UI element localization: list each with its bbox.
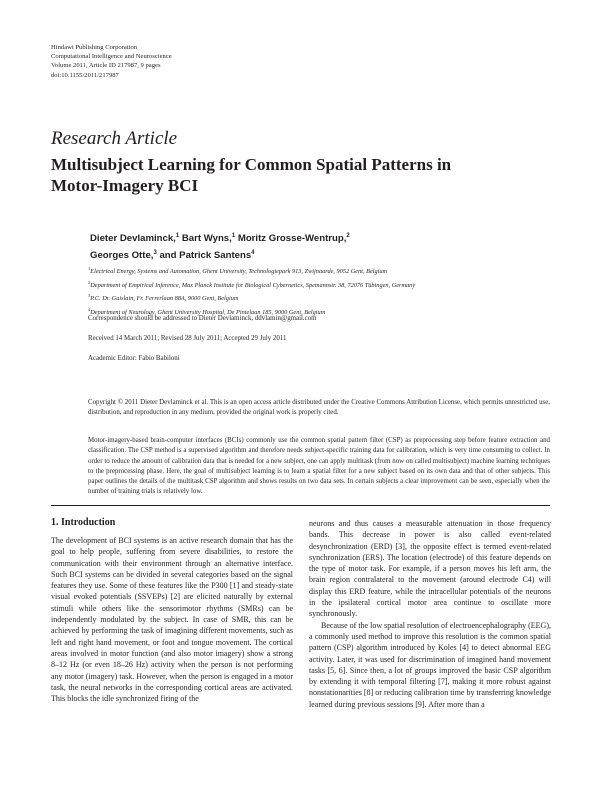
dates-line: Received 14 March 2011; Revised 28 July 2011; Accepted 29 July 2011 — [88, 335, 287, 342]
abstract: Motor-imagery-based brain-computer interfaces (BCIs) commonly use the common spatial pattern filter (CSP) as preprocessing step before feature extraction and classification. The CSP method is a supervised algorithm and therefore needs subject-specific training data for calibration, which is very time consuming to collect. In order to reduce the amount of calibration data that is needed for a new subject, one can apply multitask (from now on called multisubject) machine learning techniques to the preprocessing phase. Here, the goal of multisubject learning is to learn a spatial filter for a new subject based on its own data and that of other subjects. This paper outlines the details of the multitask CSP algorithm and shows results on two data sets. In certain subjects a clear improvement can be seen, especially when the number of training trials is relatively low. — [88, 437, 550, 496]
doi-link[interactable]: doi:10.1155/2011/217987 — [51, 71, 119, 79]
affiliation-item: $^3$P.C. Dr. Guislain, Fr. Ferrerlaan 88A, 9000 Gent, Belgium — [88, 293, 239, 303]
section-heading-introduction: 1. Introduction — [51, 517, 116, 528]
body-paragraph: Because of the low spatial resolution of electroencephalography (EEG), a commonly used method to improve this resolution is the common spatial pattern (CSP) algorithm introduced by Koles [4] to detect abnormal EEG activity. Later, it was used for discrimination of imagined hand movement tasks [5, 6]. Since then, a lot of groups improved the basic CSP algorithm by extending it with temporal filtering [7], making it more robust against nonstationarities [8] or reducing calibration time by transferring knowledge learned during previous sessions [9]. After more than a — [309, 620, 551, 709]
volume-info: Volume 2011, Article ID 217987, 9 pages — [51, 62, 161, 70]
paper-title — [51, 154, 551, 196]
body-column-right — [309, 518, 551, 710]
author-line-1 — [90, 229, 550, 246]
affiliation-ref: 1 — [231, 233, 236, 239]
title-line-2: Motor-Imagery BCI — [51, 176, 199, 195]
editor-line: Academic Editor: Fabio Babiloni — [88, 355, 180, 362]
author-name: Dieter Devlaminck, — [90, 233, 176, 245]
affiliation-ref: 1 — [175, 233, 180, 239]
affiliation-list — [88, 264, 558, 319]
publisher-name: Hindawi Publishing Corporation — [51, 44, 138, 51]
affiliation-item: $^1$Electrical Energy, Systems and Automation, Ghent University, Technologiepark 913, Zwijnaarde, 9052 Gent, Belgium — [88, 266, 388, 276]
copyright-notice: Copyright © 2011 Dieter Devlaminck et al. This is an open access article distributed under the Creative Commons Attribution License, which permits unrestricted use, distribution, and reproduction in any medium, provided the original work is properly cited. — [88, 399, 550, 417]
journal-name: Computational Intelligence and Neuroscience — [51, 53, 172, 61]
author-line-2 — [90, 246, 550, 263]
author-name: Georges Otte, — [90, 250, 154, 262]
body-paragraph: neurons and thus causes a measurable attenuation in those frequency bands. This decrease in power is also called event-related desynchronization (ERD) [3], the opposite effect is termed event-related synchronization (ERS). The location (electrode) of this feature depends on the type of motor task. For example, if a person moves his left arm, the brain region contralateral to the movement (around electrode C4) will display this ERD feature, while the intracellular potentials of the neurons in the ipsilateral cortical motor area continue to oscillate more synchronously. — [309, 519, 551, 619]
correspondence-line: Correspondence should be addressed to Dieter Devlaminck, ddvlamin@gmail.com — [88, 315, 317, 322]
body-paragraph: The development of BCI systems is an active research domain that has the goal to help people, suffering from severe disabilities, to restore the communication with their environment through an alternative interface. Such BCI systems can be divided in several categories based on the signal features they use. Some of these features like the P300 [1] and steady-state visual evoked potentials (SSVEPs) [2] are elicited naturally by external stimuli while others like the sensorimotor rhythms (SMRs) can be independently modulated by the subject. In case of SMR, this can be achieved by performing the task of imagining different movements, such as left and right hand movement, or foot and tongue movement. The cortical areas involved in motor function (and also motor imagery) show a strong 8–12 Hz (or even 18–26 Hz) activity when the person is not performing any motor (imagery) task. However, when the person is engaged in a motor task, the neural networks in the corresponding cortical areas are activated. This blocks the idle synchronized firing of the — [51, 536, 293, 704]
author-name: Bart Wyns, — [179, 233, 232, 245]
article-type: Research Article — [51, 128, 178, 149]
body-column-left — [51, 535, 293, 704]
journal-header — [51, 43, 351, 80]
affiliation-ref: 4 — [251, 250, 255, 257]
affiliation-item: $^2$Department of Empirical Inference, Max Planck Institute for Biological Cybernetics, Spemannstr. 38, 72076 Tübingen, Germany — [88, 279, 416, 289]
author-name: Moritz Grosse-Wentrup, — [235, 233, 347, 245]
affiliation-ref: 2 — [346, 233, 350, 239]
author-name: and Patrick Santens — [156, 250, 252, 262]
section-divider — [51, 505, 550, 506]
affiliation-ref: 3 — [153, 250, 157, 257]
affiliation-item: $^4$Department of Neurology, Ghent University Hospital, De Pintelaan 185, 9000 Gent, Belgium — [88, 307, 326, 317]
title-line-1: Multisubject Learning for Common Spatial Patterns in — [51, 155, 452, 174]
author-list — [90, 229, 550, 263]
